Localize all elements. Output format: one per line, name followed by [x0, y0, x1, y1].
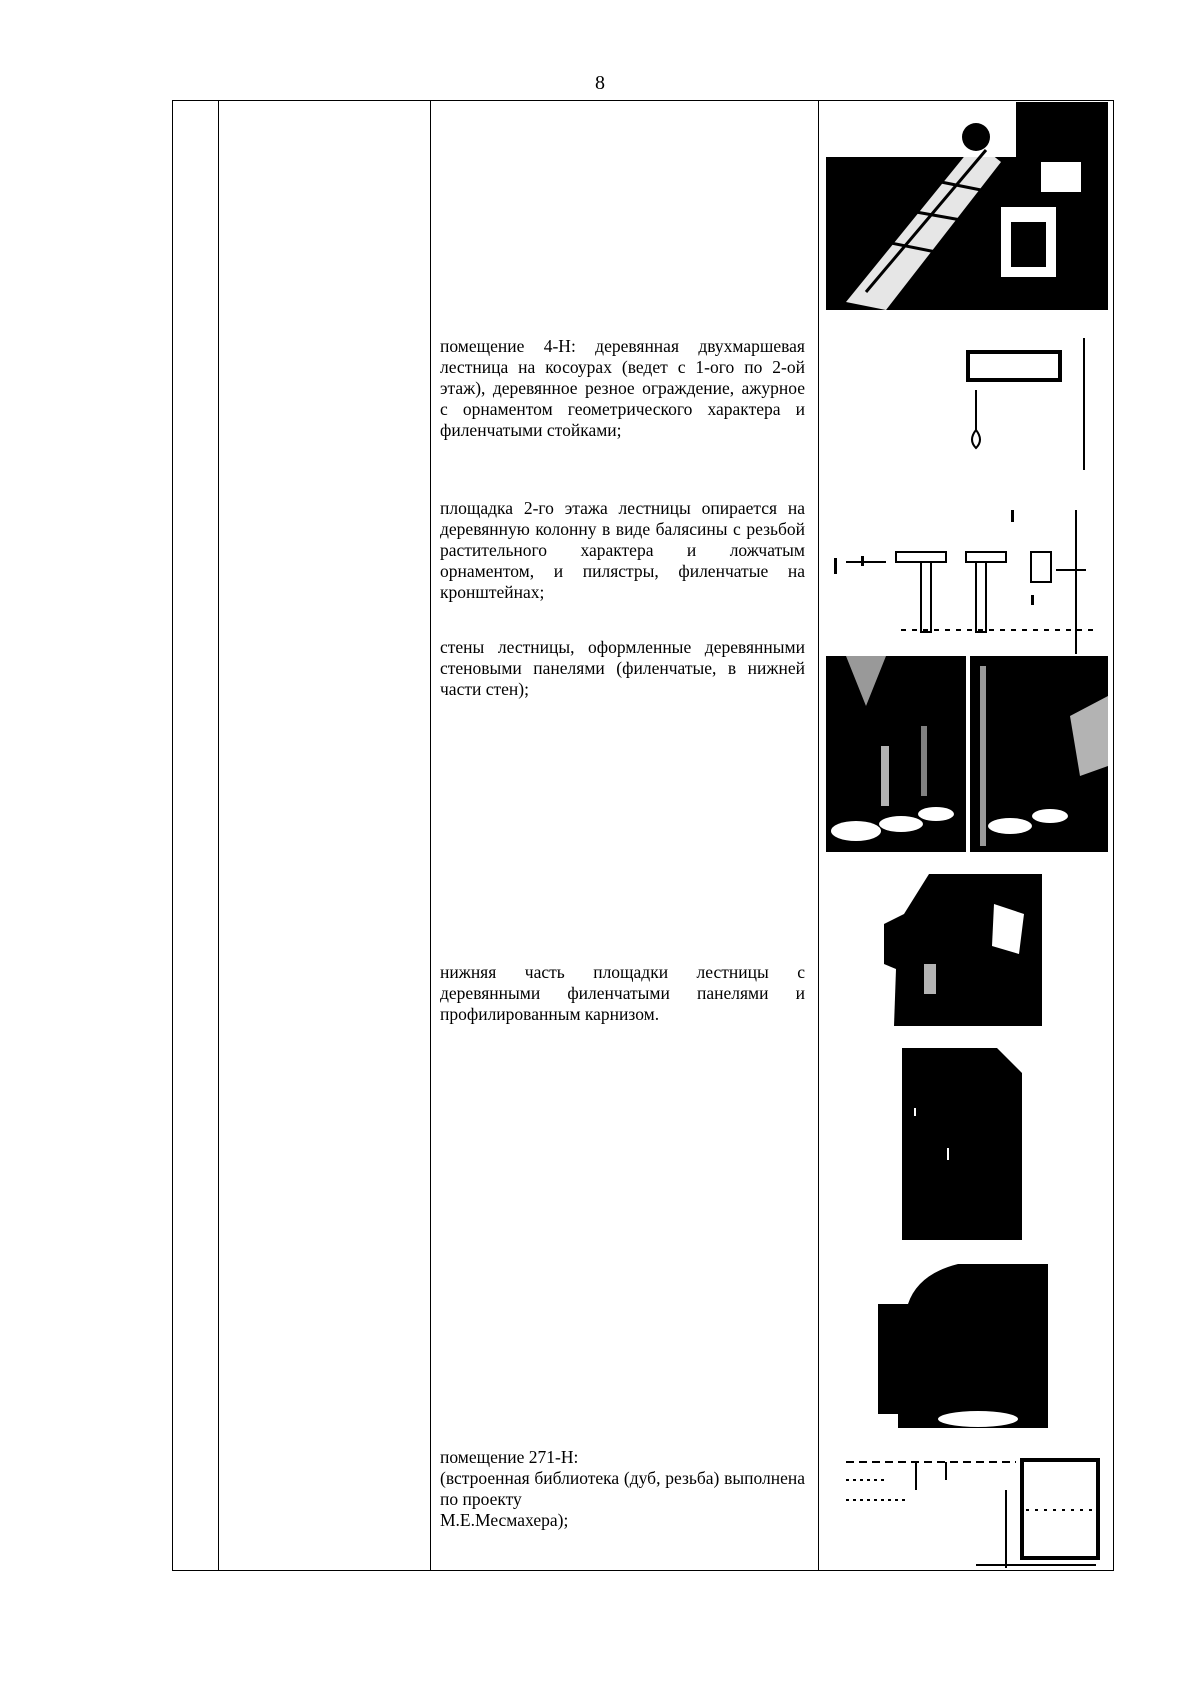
- cornice-photo: [878, 1264, 1048, 1428]
- stair-walls-photo-right: [970, 656, 1108, 852]
- lower-landing-photo: [884, 874, 1042, 1026]
- staircase-photo-graphic: [826, 102, 1108, 310]
- page-number: 8: [595, 72, 605, 94]
- lower-landing-photo-graphic: [884, 874, 1042, 1026]
- room-271n-description: (встроенная библиотека (дуб, резьба) выполнена по проекту: [440, 1468, 805, 1509]
- column-divider-3: [818, 101, 819, 1570]
- staircase-photo: [826, 102, 1108, 310]
- landing-description: площадка 2-го этажа лестницы опирается на деревянную колонну в виде балясины с резьбой растительного характера и ложчатым орнаментом, и пилястры, филенчатые на кронштейнах;: [440, 498, 805, 602]
- text-room-4n: [440, 336, 805, 441]
- room-271n-author: М.Е.Месмахера);: [440, 1510, 569, 1530]
- stair-walls-photo-left-graphic: [826, 656, 966, 852]
- floor-plan-4n-graphic: [826, 330, 1108, 654]
- walls-description: стены лестницы, оформленные деревянными стеновыми панелями (филенчатые, в нижней части стен);: [440, 637, 805, 699]
- room-271n-title: помещение 271-Н:: [440, 1447, 579, 1467]
- text-lower-landing: [440, 962, 805, 1025]
- stair-walls-photo-right-graphic: [970, 656, 1108, 852]
- floor-plan-4n: [826, 330, 1108, 654]
- floor-plan-271n-graphic: [826, 1450, 1108, 1568]
- text-landing: [440, 498, 805, 603]
- text-walls: [440, 637, 805, 700]
- text-room-271n: [440, 1447, 805, 1531]
- column-divider-1: [218, 101, 219, 1570]
- stair-walls-photo-left: [826, 656, 966, 852]
- panel-photo: [902, 1048, 1022, 1240]
- room-4n-description: помещение 4-Н: деревянная двухмаршевая лестница на косоурах (ведет с 1-ого по 2-ой этаж), деревянное резное ограждение, ажурное с орнаментом геометрического характера и филенчатыми стойками;: [440, 336, 805, 440]
- column-divider-2: [430, 101, 431, 1570]
- floor-plan-271n: [826, 1450, 1108, 1568]
- panel-photo-graphic: [902, 1048, 1022, 1240]
- lower-landing-description: нижняя часть площадки лестницы с деревянными филенчатыми панелями и профилированным карнизом.: [440, 962, 805, 1024]
- cornice-photo-graphic: [878, 1264, 1048, 1428]
